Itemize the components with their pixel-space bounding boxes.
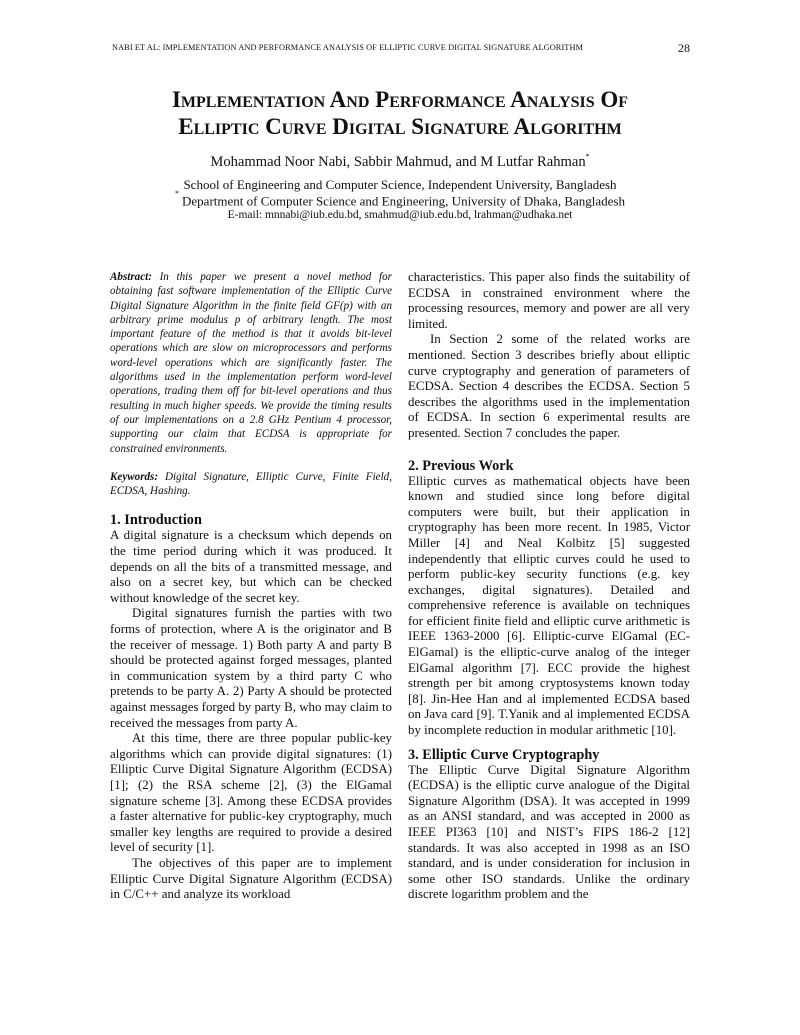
abstract-text: In this paper we present a novel method for obtaining fast software implementation of the Elliptic Curve Digital Signature Algorithm in the finite field GF(p) with an arbitrary prime modulus p of arbitrary length. The most important feature of the method is that it avoids bit-level operations which are slow on microprocessors and performs word-level operations which are significantly faster. The algorithms used in the implementation perform word-level operations, trading them off for bit-level operations and thus resulting in much higher speeds. We provide the timing results of our implementations on a 2.8 GHz Pentium 4 processor, supporting our claim that ECDSA is appropriate for constrained environments. — [110, 271, 392, 455]
affiliation-marker: * — [175, 189, 180, 198]
right-column — [408, 270, 690, 903]
author-list — [0, 154, 800, 171]
email-line: E-mail: mnnabi@iub.edu.bd, smahmud@iub.edu.bd, lrahman@udhaka.net — [227, 209, 573, 221]
paper-title-line-2: Elliptic Curve Digital Signature Algorithm — [178, 114, 622, 139]
abstract — [110, 270, 392, 456]
paper-title-line-1: Implementation And Performance Analysis Of — [171, 87, 629, 112]
affiliation-2-text: Department of Computer Science and Engineering, University of Dhaka, Bangladesh — [182, 193, 625, 209]
page-number: 28 — [678, 41, 690, 55]
running-head: NABI ET AL: IMPLEMENTATION AND PERFORMANCE ANALYSIS OF ELLIPTIC CURVE DIGITAL SIGNATURE ALGORITHM — [112, 43, 584, 52]
affiliation-1: School of Engineering and Computer Science, Independent University, Bangladesh — [183, 177, 617, 192]
section-heading-ecc: 3. Elliptic Curve Cryptography — [408, 746, 600, 763]
intro-paragraph-4: The objectives of this paper are to implement Elliptic Curve Digital Signature Algorithm (ECDSA) in C/C++ and analyze its workload — [110, 855, 392, 902]
intro-paragraph-4-continued: characteristics. This paper also finds the suitability of ECDSA in constrained environment where the processing resources, memory and power are all very limited. — [408, 270, 690, 331]
left-column — [110, 270, 392, 903]
author-marker: * — [585, 152, 590, 161]
intro-paragraph-5: In Section 2 some of the related works are mentioned. Section 3 describes briefly about elliptic curve cryptography and generation of parameters of ECDSA. Section 4 describes the ECDSA. Section 5 describes the algorithms used in the implementation of ECDSA. In section 6 experimental results are presented. Section 7 concludes the paper. — [408, 332, 690, 440]
section-heading-introduction: 1. Introduction — [110, 512, 202, 529]
author-names: Mohammad Noor Nabi, Sabbir Mahmud, and M Lutfar Rahman — [210, 154, 586, 170]
abstract-label: Abstract: — [110, 271, 152, 283]
keywords-label: Keywords: — [110, 470, 159, 483]
intro-paragraph-3: At this time, there are three popular public-key algorithms which can provide digital signatures: (1) Elliptic Curve Digital Signature Algorithm (ECDSA) [1]; (2) the RSA scheme [2], (3) the ElGamal signature scheme [3]. Among these ECDSA provides a faster alternative for public-key cryptography, much smaller key lengths are required to provide a desired level of security [1]. — [110, 731, 392, 855]
previous-work-paragraph: Elliptic curves as mathematical objects have been known and studied since long before digital computers were built, but their application in cryptography has been more recent. In 1985, Victor Miller [4] and Neal Kolbitz [5] suggested independently that elliptic curves could he used to perform public-key security functions (e.g. key exchanges, digital signatures). Detailed and comprehensive reference is available on techniques for efficient finite field and elliptic curve arithmetic is IEEE 1363-2000 [6]. Elliptic-curve ElGamal (EC-ElGamal) is the elliptic-curve analog of the integer ElGamal algorithm [7]. ECC provide the highest strength per bit among cryptosystems known today [8]. Jin-Hee Han and al implemented ECDSA based on Java card [9]. T.Yanik and al implemented ECDSA by incomplete reduction in modular arithmetic [10]. — [408, 473, 690, 738]
keywords — [110, 470, 392, 499]
section-heading-previous-work: 2. Previous Work — [408, 457, 514, 474]
intro-paragraph-2: Digital signatures furnish the parties with two forms of protection, where A is the originator and B the receiver of message. 1) Both party A and party B should be protected against forged messages, planted in communication system by a third party C who pretends to be party A. 2) Party A should be protected against messages forged by party B, who may claim to received the messages from party A. — [110, 606, 392, 730]
intro-paragraph-1: A digital signature is a checksum which depends on the time period during which it was produced. It depends on all the bits of a transmitted message, and also on a secret key, but which can be checked without knowledge of the secret key. — [110, 528, 392, 605]
affiliation-2 — [0, 189, 800, 209]
keywords-text: Digital Signature, Elliptic Curve, Finite Field, ECDSA, Hashing. — [110, 470, 392, 498]
ecc-paragraph: The Elliptic Curve Digital Signature Algorithm (ECDSA) is the elliptic curve analogue of the Digital Signature Algorithm (DSA). It was accepted in 1999 as an ANSI standard, and was accepted in 2000 as IEEE PI363 [10] and NIST’s FIPS 186-2 [12] standards. It was also accepted in 1998 as an ISO standard, and is under consideration for inclusion in some other ISO standards. Unlike the ordinary discrete logarithm problem and the — [408, 762, 690, 902]
